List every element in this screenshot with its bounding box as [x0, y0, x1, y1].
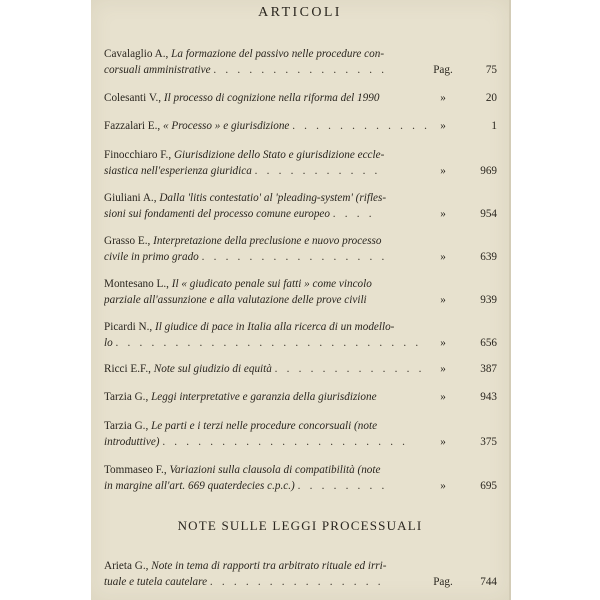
toc-entry-page-reference: [423, 389, 497, 405]
toc-entry-title-continued: corsuali amministrative: [104, 64, 211, 76]
toc-entry-page-number: 943: [480, 391, 497, 403]
toc-entry-title-continued: sioni sui fondamenti del processo comune europeo: [104, 208, 330, 220]
toc-entry-title: La formazione del passivo nelle procedure con-: [171, 48, 385, 60]
toc-entry-page-number: 20: [485, 92, 497, 104]
toc-entry-page-reference: [423, 434, 497, 450]
toc-entry-leader-dots: . . . . . . . . . . . . . . . .: [201, 251, 388, 263]
toc-entry-page-reference: [423, 249, 497, 265]
toc-entry-page-number: 656: [480, 337, 497, 349]
toc-entry-author: Giuliani A.,: [104, 192, 157, 204]
toc-entry-title: Dalla 'litis contestatio' al 'pleading-system' (rifles-: [159, 192, 387, 204]
toc-entry: [104, 418, 497, 450]
toc-entry-title: Note in tema di rapporti tra arbitrato rituale ed irri-: [151, 560, 387, 572]
toc-entry-leader-dots: . . . . . . . . . . . .: [292, 120, 430, 132]
toc-entry-page-marker: »: [440, 294, 446, 306]
toc-entry-title-continued: parziale all'assunzione e alla valutazione delle prove civili: [104, 294, 367, 306]
toc-entry-page-reference: [423, 163, 497, 179]
toc-entry-text: [104, 558, 430, 590]
toc-entry-author: Montesano L.,: [104, 278, 169, 290]
toc-entry-page-reference: [423, 574, 497, 590]
toc-entry: [104, 319, 497, 351]
toc-entry-line-1: [104, 46, 430, 62]
toc-entry-line-2: [104, 206, 430, 222]
toc-entry-page-number: 75: [485, 64, 497, 76]
toc-entry-page-number: 1: [491, 120, 497, 132]
toc-entry-line-1: [104, 462, 430, 478]
toc-entry-leader-dots: . . . .: [332, 208, 375, 220]
toc-entry-leader-dots: . . . . . . . .: [297, 480, 388, 492]
toc-entry-title: Le parti e i terzi nelle procedure concorsuali (note: [151, 420, 378, 432]
toc-entry-page-number: 954: [480, 208, 497, 220]
toc-entry-page-marker: Pag.: [433, 576, 453, 588]
toc-entry-title: Variazioni sulla clausola di compatibilità (note: [169, 464, 381, 476]
toc-entry: [104, 276, 497, 308]
toc-entry-page-reference: [423, 118, 497, 134]
toc-entry-page-reference: [423, 361, 497, 377]
toc-entry-line-2: [104, 163, 430, 179]
toc-entry-page-marker: »: [440, 436, 446, 448]
toc-entry-page-number: 375: [480, 436, 497, 448]
toc-entry-author: Ricci E.F.,: [104, 363, 151, 375]
toc-entry-title-continued: lo: [104, 337, 113, 349]
toc-entry-page-marker: »: [440, 208, 446, 220]
toc-entry-page-number: 639: [480, 251, 497, 263]
toc-entry-author: Colesanti V.,: [104, 92, 162, 104]
toc-entry-leader-dots: . . . . . . . . . . . . . . . . . . . . .: [162, 436, 409, 448]
toc-entry-leader-dots: . . . . . . . . . . . . . . . . . . . . . . . . . .: [115, 337, 422, 349]
toc-entry-title-continued: civile in primo grado: [104, 251, 199, 263]
toc-entry-page-marker: »: [440, 120, 446, 132]
toc-entry: [104, 361, 497, 377]
toc-entry-leader-dots: . . . . . . . . . . .: [254, 165, 381, 177]
toc-entry-author: Tommaseo F.,: [104, 464, 167, 476]
toc-entry-author: Cavalaglio A.,: [104, 48, 169, 60]
toc-entry-page-reference: [423, 90, 497, 106]
toc-entry: [104, 233, 497, 265]
toc-entry-page-marker: »: [440, 165, 446, 177]
toc-entry-page-marker: »: [440, 251, 446, 263]
toc-entry-page-reference: [423, 478, 497, 494]
toc-entry-line-2: [104, 574, 430, 590]
toc-entry-author: Grasso E.,: [104, 235, 151, 247]
toc-entry-page-marker: »: [440, 391, 446, 403]
toc-entry-line-1: [104, 558, 430, 574]
toc-entry-page-reference: [423, 62, 497, 78]
toc-entry-text: [104, 233, 430, 265]
toc-entry-title: Il processo di cognizione nella riforma del 1990: [163, 92, 380, 104]
toc-entry-text: [104, 190, 430, 222]
toc-entry-text: [104, 462, 430, 494]
toc-entry: [104, 46, 497, 78]
toc-entry-title: Leggi interpretative e garanzia della giurisdizione: [151, 391, 377, 403]
toc-entry-line-1: [104, 276, 430, 292]
toc-entry-leader-dots: . . . . . . . . . . . . . . .: [209, 576, 384, 588]
toc-entry-line-1: [104, 418, 430, 434]
toc-entry-title: Il « giudicato penale sui fatti » come vincolo: [171, 278, 372, 290]
page-edge: [509, 0, 511, 600]
toc-entry-title-continued: in margine all'art. 669 quaterdecies c.p.c.): [104, 480, 295, 492]
toc-entry-line-2: [104, 292, 430, 308]
toc-entry-line-1: [104, 389, 430, 405]
toc-entry-page-reference: [423, 292, 497, 308]
toc-entry-line-2: [104, 478, 430, 494]
toc-entry-page-number: 695: [480, 480, 497, 492]
toc-entry: [104, 190, 497, 222]
toc-entry-page-marker: »: [440, 480, 446, 492]
toc-entry-line-1: [104, 361, 430, 377]
toc-entry-page-marker: »: [440, 337, 446, 349]
toc-entry: [104, 118, 497, 134]
toc-entry-author: Tarzia G.,: [104, 391, 149, 403]
toc-entry-text: [104, 361, 430, 377]
toc-entry-title: Note sul giudizio di equità: [153, 363, 272, 375]
toc-entry: [104, 462, 497, 494]
toc-entry-title-continued: siastica nell'esperienza giuridica: [104, 165, 252, 177]
section-heading-note: NOTE SULLE LEGGI PROCESSUALI: [177, 518, 423, 533]
toc-entry-page-reference: [423, 335, 497, 351]
toc-entry-leader-dots: . . . . . . . . . . . . .: [274, 363, 425, 375]
toc-entry: [104, 90, 497, 106]
toc-entry-page-marker: »: [440, 363, 446, 375]
toc-entry-page-marker: »: [440, 92, 446, 104]
toc-entry-page-number: 744: [480, 576, 497, 588]
toc-entry-line-1: [104, 118, 430, 134]
toc-entry-line-1: [104, 147, 430, 163]
toc-entry-title-continued: tuale e tutela cautelare: [104, 576, 208, 588]
toc-entry-text: [104, 147, 430, 179]
toc-entry-page-reference: [423, 206, 497, 222]
book-page: [91, 0, 509, 600]
toc-entry-line-1: [104, 190, 430, 206]
toc-entry-page-number: 969: [480, 165, 497, 177]
toc-entry-title: Il giudice di pace in Italia alla ricerca di un modello-: [154, 321, 395, 333]
toc-entry-title: « Processo » e giurisdizione: [163, 120, 290, 132]
toc-entry-page-marker: Pag.: [433, 64, 453, 76]
toc-entry-text: [104, 418, 430, 450]
toc-entry-line-2: [104, 249, 430, 265]
toc-entry-title: Giurisdizione dello Stato e giurisdizione eccle-: [173, 149, 385, 161]
toc-entry-title-continued: introduttive): [104, 436, 160, 448]
toc-entry-text: [104, 389, 430, 405]
toc-entry-text: [104, 118, 430, 134]
toc-entry-page-number: 939: [480, 294, 497, 306]
toc-entry-author: Arieta G.,: [104, 560, 149, 572]
section-heading-articoli: ARTICOLI: [258, 5, 342, 20]
toc-entry: [104, 558, 497, 590]
toc-entry-text: [104, 319, 430, 351]
toc-entry-text: [104, 276, 430, 308]
toc-entry-author: Finocchiaro F.,: [104, 149, 172, 161]
toc-entry-line-1: [104, 90, 430, 106]
toc-entry-title: Interpretazione della preclusione e nuovo processo: [153, 235, 382, 247]
toc-entry-line-2: [104, 335, 430, 351]
toc-entry-author: Fazzalari E.,: [104, 120, 161, 132]
toc-entry-line-1: [104, 319, 430, 335]
toc-entry-line-2: [104, 62, 430, 78]
toc-entry-line-2: [104, 434, 430, 450]
toc-entry-author: Tarzia G.,: [104, 420, 149, 432]
toc-entry-author: Picardi N.,: [104, 321, 153, 333]
toc-entry-line-1: [104, 233, 430, 249]
toc-entry-text: [104, 90, 430, 106]
toc-entry: [104, 389, 497, 405]
toc-entry-leader-dots: . . . . . . . . . . . . . . .: [213, 64, 388, 76]
toc-entry-text: [104, 46, 430, 78]
toc-entry-page-number: 387: [480, 363, 497, 375]
toc-entry: [104, 147, 497, 179]
